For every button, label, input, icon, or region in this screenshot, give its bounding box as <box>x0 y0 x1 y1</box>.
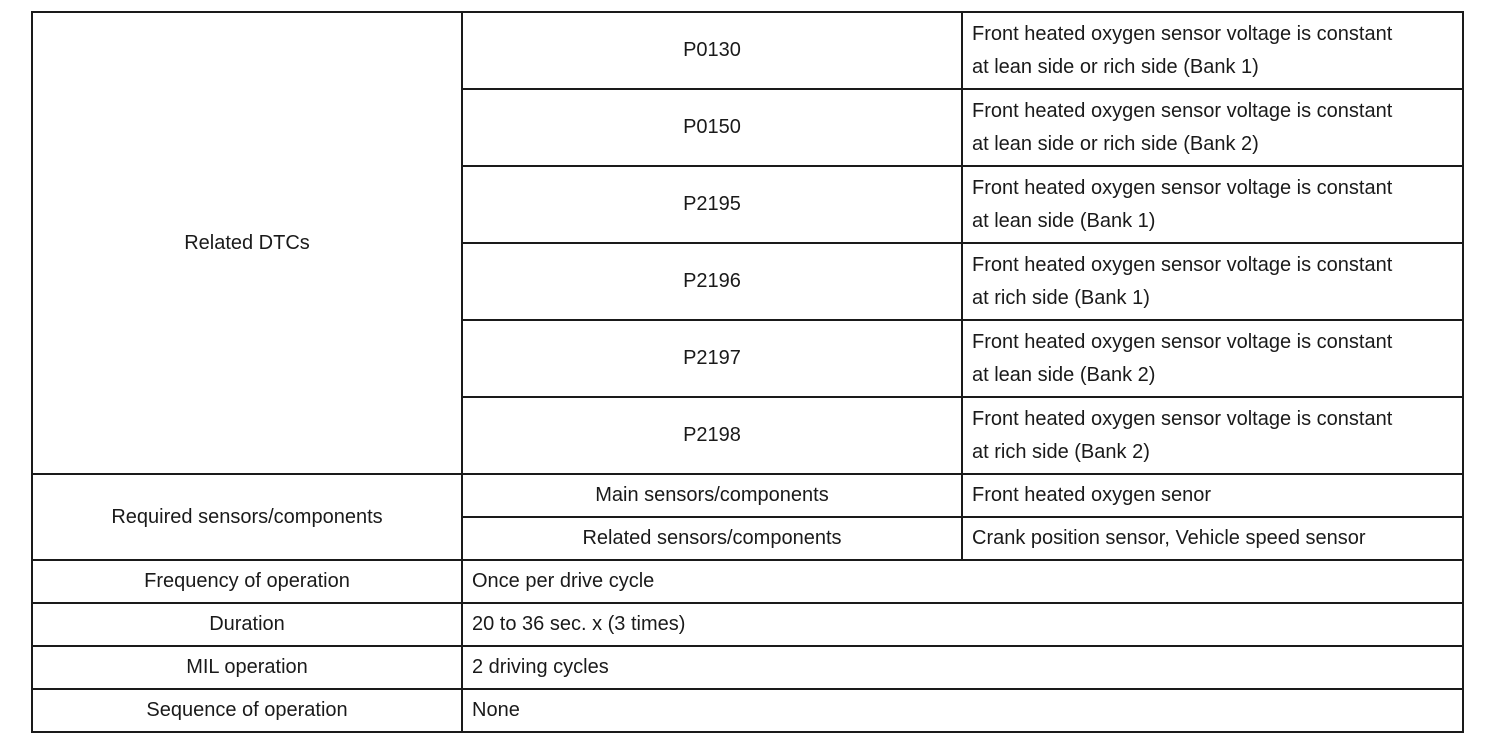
dtc-spec-table <box>31 11 1464 733</box>
dtc-code: P0150 <box>462 89 962 166</box>
dtc-code: P2198 <box>462 397 962 474</box>
dtc-description-line2: at lean side (Bank 2) <box>972 363 1156 386</box>
dtc-description <box>962 397 1463 474</box>
sequence-value: None <box>462 689 1463 732</box>
dtc-code: P2197 <box>462 320 962 397</box>
table-row <box>32 646 1463 689</box>
dtc-description-line1: Front heated oxygen sensor voltage is constant <box>972 99 1393 122</box>
mil-operation-value: 2 driving cycles <box>462 646 1463 689</box>
related-dtcs-label: Related DTCs <box>32 12 462 474</box>
dtc-description <box>962 12 1463 89</box>
dtc-description-line1: Front heated oxygen sensor voltage is constant <box>972 176 1393 199</box>
main-sensors-value: Front heated oxygen senor <box>962 474 1463 517</box>
dtc-description <box>962 320 1463 397</box>
table-row <box>32 12 1463 89</box>
dtc-description <box>962 166 1463 243</box>
related-sensors-label: Related sensors/components <box>462 517 962 560</box>
dtc-description <box>962 243 1463 320</box>
dtc-code: P2196 <box>462 243 962 320</box>
related-sensors-value: Crank position sensor, Vehicle speed sensor <box>962 517 1463 560</box>
dtc-description-line1: Front heated oxygen sensor voltage is constant <box>972 253 1393 276</box>
duration-value: 20 to 36 sec. x (3 times) <box>462 603 1463 646</box>
dtc-code: P2195 <box>462 166 962 243</box>
dtc-description-line1: Front heated oxygen sensor voltage is constant <box>972 22 1393 45</box>
dtc-description-line2: at lean side (Bank 1) <box>972 209 1156 232</box>
dtc-code: P0130 <box>462 12 962 89</box>
dtc-description-line1: Front heated oxygen sensor voltage is constant <box>972 407 1393 430</box>
table-row <box>32 474 1463 517</box>
mil-operation-label: MIL operation <box>32 646 462 689</box>
dtc-description-line1: Front heated oxygen sensor voltage is constant <box>972 330 1393 353</box>
table-row <box>32 603 1463 646</box>
dtc-description-line2: at lean side or rich side (Bank 2) <box>972 132 1259 155</box>
main-sensors-label: Main sensors/components <box>462 474 962 517</box>
dtc-description-line2: at rich side (Bank 2) <box>972 440 1150 463</box>
frequency-label: Frequency of operation <box>32 560 462 603</box>
sequence-label: Sequence of operation <box>32 689 462 732</box>
table-row <box>32 689 1463 732</box>
frequency-value: Once per drive cycle <box>462 560 1463 603</box>
dtc-description <box>962 89 1463 166</box>
dtc-description-line2: at rich side (Bank 1) <box>972 286 1150 309</box>
dtc-description-line2: at lean side or rich side (Bank 1) <box>972 55 1259 78</box>
table-row <box>32 560 1463 603</box>
required-sensors-label: Required sensors/components <box>32 474 462 560</box>
duration-label: Duration <box>32 603 462 646</box>
